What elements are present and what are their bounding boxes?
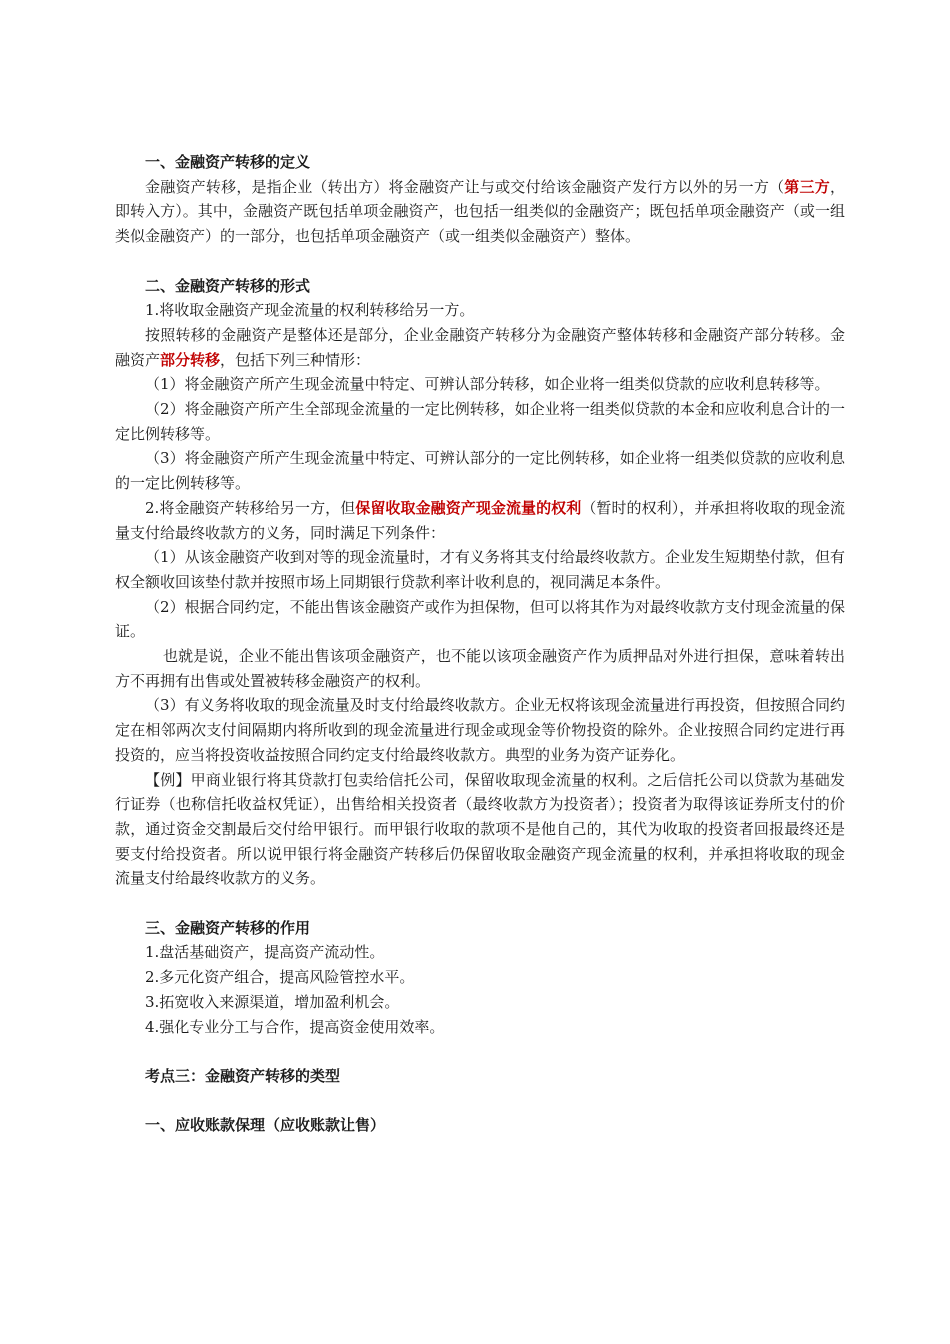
function-item-3: 3.拓宽收入来源渠道，增加盈利机会。 [145,992,400,1011]
text-span: 按照转移的金融资产是整体还是部分，企业金融资产转移分为金融资产整体转移和金融资产部分转移。金融资产 [115,325,845,369]
condition-3: （3）有义务将收取的现金流量及时支付给最终收款方。企业无权将该现金流量进行再投资，但按照合同约定在相邻两次支付间隔期内将所收到的现金流量进行现金或现金等价物投资的除外。企业按照合同约定进行再投资的，应当将投资收益按照合同约定支付给最终收款方。典型的业务为资产证券化。 [115,696,845,764]
text-span: 金融资产转移，是指企业（转出方）将金融资产让与或交付给该金融资产发行方以外的另一方（ [145,177,785,196]
text-span: 2.将金融资产转移给另一方，但 [145,498,356,517]
text-span: ，即转入方）。其中，金融资产既包括单项金融资产，也包括一组类似的金融资产；既包括单项金融资产（或一组类似金融资产）的一部分，也包括单项金融资产（或一组类似金融资产）整体。 [115,177,845,246]
section-heading-factoring: 一、应收账款保理（应收账款让售） [145,1116,386,1135]
highlight-retain-rights: 保留收取金融资产现金流量的权利 [355,498,582,517]
document-page [115,150,845,1138]
partial-case-3: （3）将金融资产所产生现金流量中特定、可辨认部分的一定比例转移，如企业将一组类似贷款的应收利息的一定比例转移等。 [115,449,845,493]
text-span: （暂时的权利），并承担将收取的现金流量支付给最终收款方的义务，同时满足下列条件： [115,498,845,542]
spacer [115,249,845,274]
function-item-1: 1.盘活基础资产，提高资产流动性。 [145,943,385,962]
partial-case-2: （2）将金融资产所产生全部现金流量的一定比例转移，如企业将一组类似贷款的本金和应收利息合计的一定比例转移等。 [115,400,845,443]
example-paragraph: 【例】甲商业银行将其贷款打包卖给信托公司，保留收取现金流量的权利。之后信托公司以贷款为基础发行证券（也称信托收益权凭证），出售给相关投资者（最终收款方为投资者）；投资者为取得该证券所支付的价款，通过资金交割最后交付给甲银行。而甲银行收取的款项不是他自己的，其代为收取的投资者回报最终还是要支付给投资者。所以说甲银行将金融资产转移后仍保留收取金融资产现金流量的权利，并承担将收取的现金流量支付给最终收款方的义务。 [115,770,845,888]
forms-paragraph-partial [115,323,845,372]
condition-1: （1）从该金融资产收到对等的现金流量时，才有义务将其支付给最终收款方。企业发生短期垫付款，但有权全额收回该垫付款并按照市场上同期银行贷款利率计收利息的，视同满足本条件。 [115,548,845,591]
section-heading-forms: 二、金融资产转移的形式 [145,276,311,295]
function-item-2: 2.多元化资产组合，提高风险管控水平。 [145,968,415,987]
section-heading-functions: 三、金融资产转移的作用 [145,918,311,937]
condition-2-note: 也就是说，企业不能出售该项金融资产，也不能以该项金融资产作为质押品对外进行担保，意味着转出方不再拥有出售或处置被转移金融资产的权利。 [115,647,845,690]
spacer [115,1039,845,1064]
spacer [115,1089,845,1114]
forms-point-1: 1.将收取金融资产现金流量的权利转移给另一方。 [145,301,475,320]
highlight-third-party: 第三方 [784,177,830,196]
function-item-4: 4.强化专业分工与合作，提高资金使用效率。 [145,1017,445,1036]
section-heading-types: 考点三：金融资产转移的类型 [145,1066,341,1085]
spacer [115,891,845,916]
partial-case-1: （1）将金融资产所产生现金流量中特定、可辨认部分转移，如企业将一组类似贷款的应收利息转移等。 [145,375,830,394]
section-heading-definition: 一、金融资产转移的定义 [145,153,311,171]
definition-paragraph [115,175,845,249]
condition-2: （2）根据合同约定，不能出售该金融资产或作为担保物，但可以将其作为对最终收款方支付现金流量的保证。 [115,597,845,641]
text-span: ，包括下列三种情形： [220,350,371,369]
highlight-partial-transfer: 部分转移 [160,350,221,369]
forms-point-2 [115,496,845,545]
